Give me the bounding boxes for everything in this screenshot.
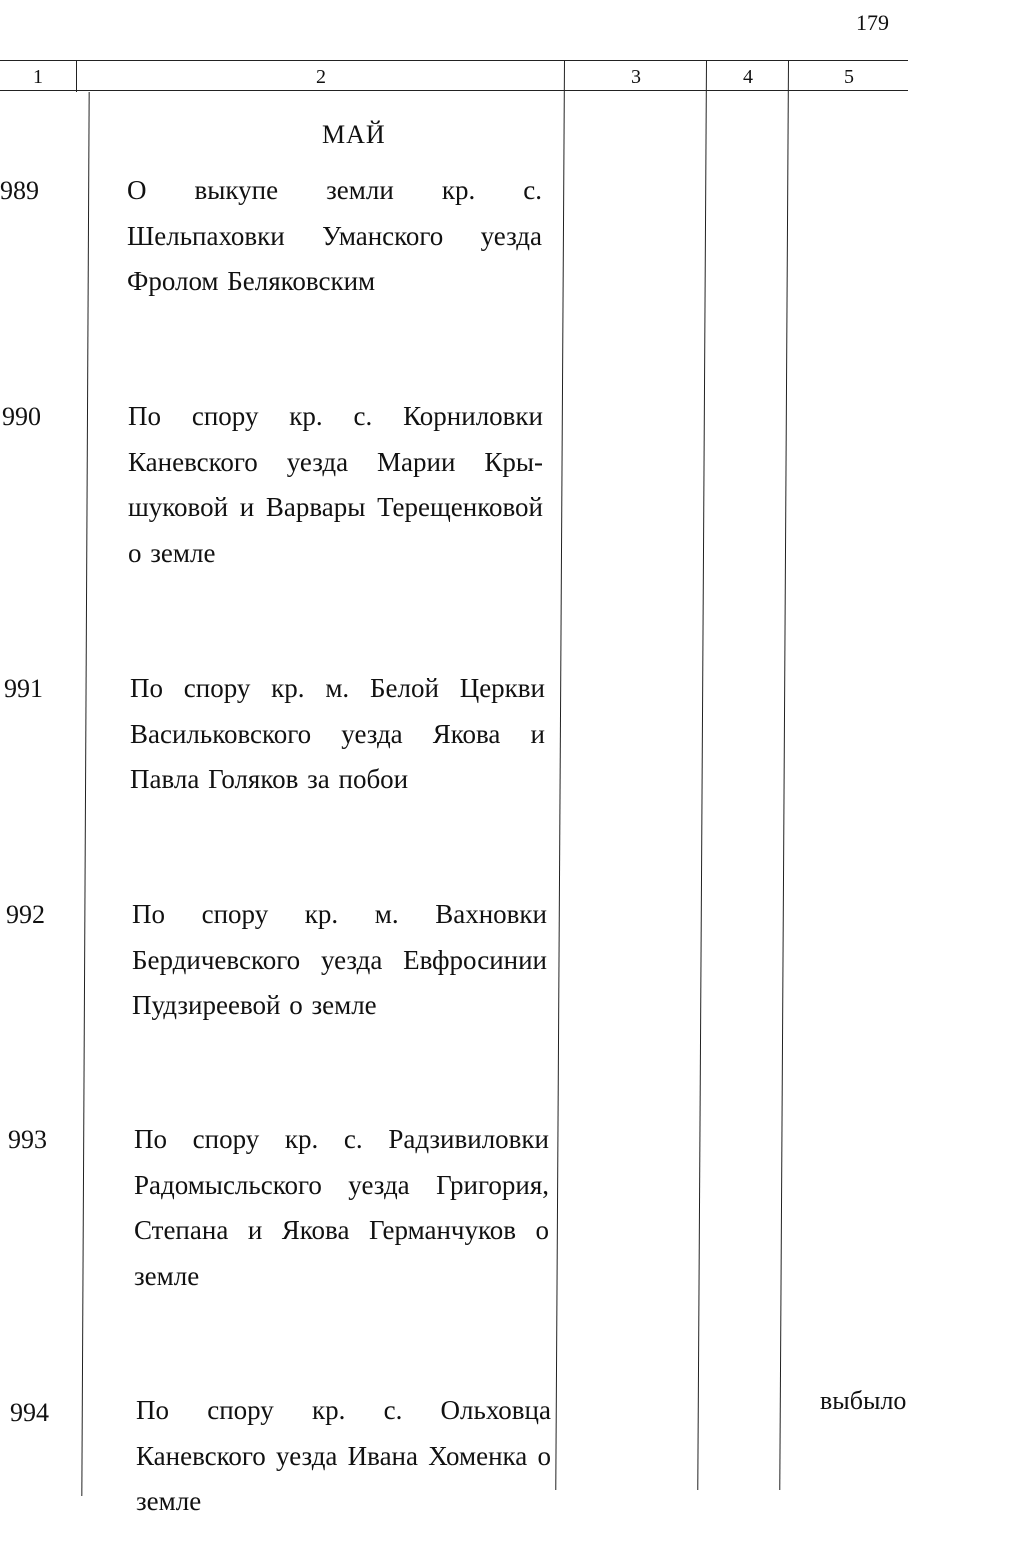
column-divider-4 [779, 60, 789, 1490]
table-top-rule [0, 60, 908, 61]
column-divider-3 [697, 60, 707, 1490]
column-header-2: 2 [316, 66, 326, 88]
column-divider-2 [555, 60, 565, 1490]
entry-description: По спору кр. с. Корниловки Каневского уезда Марии Кры-шуковой и Варвары Терещенковой о земле [128, 401, 543, 568]
entry-status-note: выбыло [820, 1386, 907, 1415]
column-header-3: 3 [631, 66, 641, 88]
entry-number: 993 [8, 1125, 47, 1154]
entry-description: О выкупе земли кр. с. Шельпаховки Уманского уезда Фролом Беляковским [127, 175, 542, 296]
column-header-5: 5 [844, 66, 854, 88]
column-divider-1-lower [81, 92, 89, 1496]
column-header-4: 4 [743, 66, 753, 88]
page-number: 179 [856, 10, 889, 35]
month-heading: МАЙ [322, 120, 386, 149]
entry-number: 989 [0, 176, 39, 205]
entry-number: 990 [2, 402, 41, 431]
entry-number: 992 [6, 900, 45, 929]
entry-number: 994 [10, 1398, 49, 1427]
entry-description: По спору кр. м. Белой Церкви Васильковского уезда Якова и Павла Голяков за побои [130, 673, 545, 794]
entry-description: По спору кр. с. Ольховца Каневского уезда Ивана Хоменка о земле [136, 1395, 551, 1516]
entry-description: По спору кр. м. Вахновки Бердичевского уезда Евфросинии Пудзиреевой о земле [132, 899, 547, 1020]
column-header-1: 1 [33, 66, 43, 88]
column-divider-1 [76, 60, 77, 92]
entry-description: По спору кр. с. Радзивиловки Радомысльского уезда Григория, Степана и Якова Германчуков о земле [134, 1124, 549, 1291]
entry-number: 991 [4, 674, 43, 703]
table-header-rule [0, 90, 908, 91]
